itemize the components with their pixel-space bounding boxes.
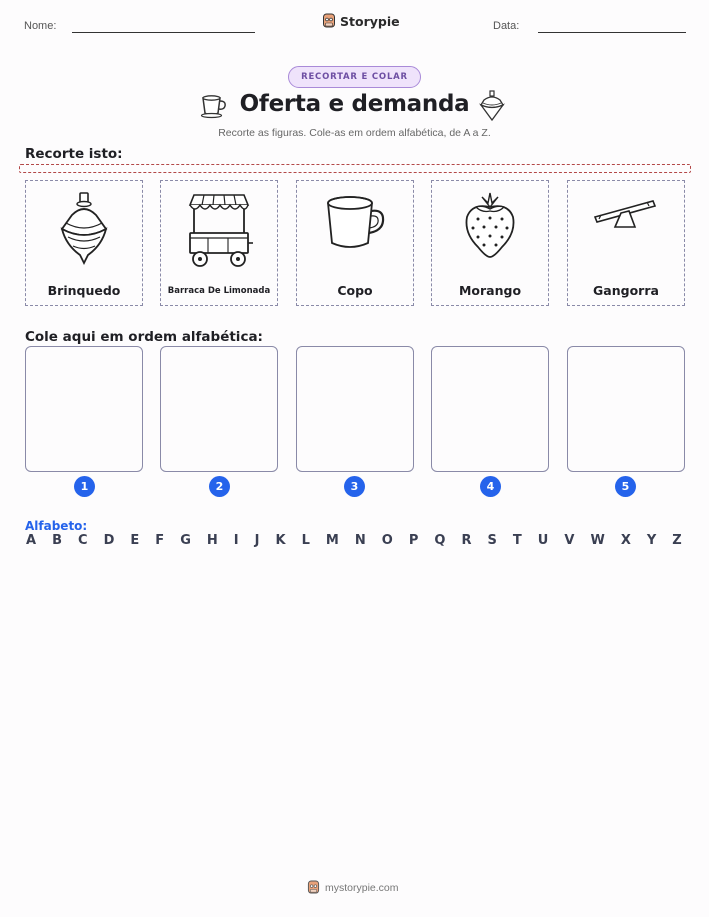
- cut-card-barraca-de-limonada[interactable]: [160, 180, 278, 306]
- number-badge-4: 4: [480, 476, 501, 497]
- paste-box-1[interactable]: [25, 346, 143, 472]
- alphabet-letter: U: [537, 533, 549, 548]
- card-label: Brinquedo: [47, 283, 121, 298]
- seesaw-icon: [591, 195, 661, 235]
- brand-logo: [322, 13, 400, 29]
- paste-heading: Cole aqui em ordem alfabética:: [25, 329, 263, 345]
- storypie-mascot-icon: [307, 880, 320, 895]
- lemonade-stand-icon: [184, 191, 254, 271]
- date-line[interactable]: [538, 32, 686, 33]
- card-label: Barraca De Limonada: [167, 286, 271, 296]
- date-label: Data:: [493, 20, 520, 32]
- alphabet-letter: I: [233, 533, 239, 548]
- alphabet-letter: L: [301, 533, 310, 548]
- paste-box-4[interactable]: [431, 346, 549, 472]
- alphabet-letter: F: [155, 533, 165, 548]
- alphabet-letter: P: [408, 533, 419, 548]
- alphabet-letter: X: [620, 533, 631, 548]
- name-label: Nome:: [24, 20, 57, 32]
- page-title: Oferta e demanda: [239, 91, 470, 117]
- alphabet-letter: A: [26, 533, 37, 548]
- activity-badge: RECORTAR E COLAR: [288, 66, 421, 88]
- cut-line-dashed: [19, 164, 691, 173]
- instructions: Recorte as figuras. Cole-as em ordem alfabética, de A a Z.: [218, 127, 491, 139]
- spinning-top-small-icon: [479, 90, 505, 122]
- paste-box-2[interactable]: [160, 346, 278, 472]
- cut-card-morango[interactable]: [431, 180, 549, 306]
- alphabet-letter: J: [254, 533, 260, 548]
- alphabet-letter: Z: [672, 533, 682, 548]
- cut-card-brinquedo[interactable]: [25, 180, 143, 306]
- card-label: Morango: [458, 283, 522, 298]
- brand-name: Storypie: [340, 13, 400, 29]
- spinning-top-icon: [54, 191, 114, 273]
- alphabet-letter: D: [103, 533, 115, 548]
- footer-url[interactable]: mystorypie.com: [325, 881, 399, 894]
- alphabet-heading: Alfabeto:: [25, 519, 88, 533]
- alphabet-letter: B: [52, 533, 62, 548]
- alphabet-letter: E: [130, 533, 140, 548]
- alphabet-letter: S: [487, 533, 497, 548]
- cut-card-copo[interactable]: [296, 180, 414, 306]
- card-label: Gangorra: [593, 283, 659, 298]
- number-badge-2: 2: [209, 476, 230, 497]
- alphabet-letter: K: [275, 533, 286, 548]
- alphabet-letter: T: [512, 533, 522, 548]
- storypie-mascot-icon: [322, 13, 336, 29]
- number-badge-5: 5: [615, 476, 636, 497]
- alphabet-letter: C: [78, 533, 88, 548]
- alphabet-letter: R: [461, 533, 472, 548]
- card-label: Copo: [337, 283, 373, 298]
- alphabet-letter: M: [325, 533, 339, 548]
- cut-heading: Recorte isto:: [25, 146, 123, 162]
- cup-icon: [320, 191, 390, 261]
- number-badge-1: 1: [74, 476, 95, 497]
- name-line[interactable]: [72, 32, 255, 33]
- footer: [307, 880, 399, 895]
- number-badge-3: 3: [344, 476, 365, 497]
- alphabet-letter: H: [206, 533, 218, 548]
- alphabet-letter: Q: [434, 533, 446, 548]
- paste-box-3[interactable]: [296, 346, 414, 472]
- alphabet-letter: W: [590, 533, 605, 548]
- alphabet-letter: Y: [646, 533, 657, 548]
- strawberry-icon: [460, 191, 520, 261]
- alphabet-letter: V: [564, 533, 575, 548]
- paste-box-5[interactable]: [567, 346, 685, 472]
- cut-card-gangorra[interactable]: [567, 180, 685, 306]
- alphabet-row: [26, 533, 682, 548]
- alphabet-letter: N: [354, 533, 366, 548]
- alphabet-letter: O: [381, 533, 393, 548]
- alphabet-letter: G: [180, 533, 191, 548]
